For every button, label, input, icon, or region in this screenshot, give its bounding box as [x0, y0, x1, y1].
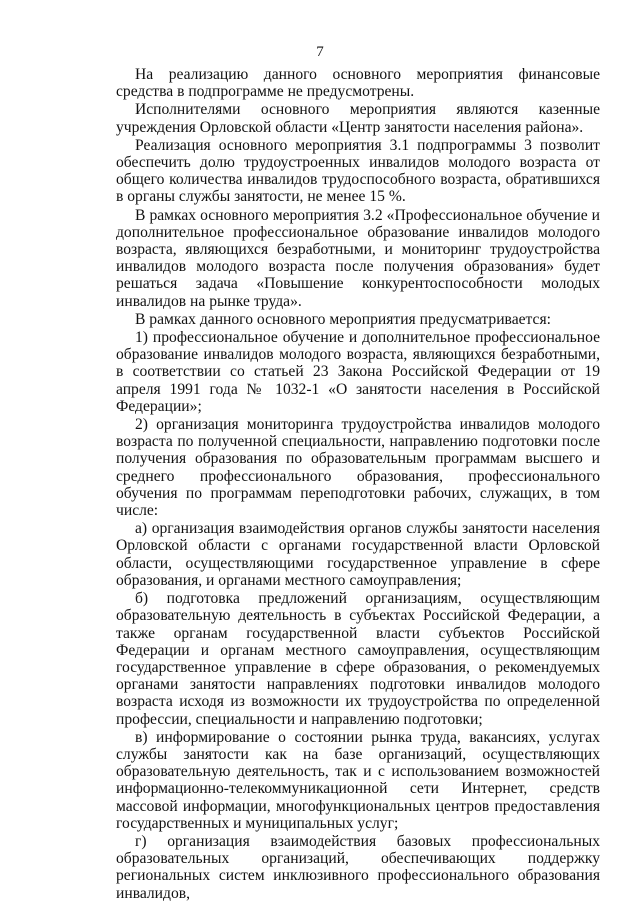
- list-item-v: в) информирование о состоянии рынка труда, вакансиях, услугах службы занятости как на базе организаций, осуществляющих образовательную деятельность, так и с использованием возможностей информационно-телекоммуникационной сети Интернет, средств массовой информации, многофункциональных центров предоставления государственных и муниципальных услуг;: [116, 728, 600, 832]
- paragraph-measure-3-1: Реализация основного мероприятия 3.1 подпрограммы 3 позволит обеспечить долю трудоустроенных инвалидов молодого возраста от общего количества инвалидов трудоспособного возраста, обратившихся в органы службы занятости, не менее 15 %.: [116, 136, 600, 206]
- paragraph-provisions-intro: В рамках данного основного мероприятия предусматривается:: [135, 310, 551, 328]
- list-item-b: б) подготовка предложений организациям, осуществляющим образовательную деятельность в субъектах Российской Федерации, а также органам государственной власти субъектов Российской Федерации и органам местного самоуправления, осуществляющим государственное управление в сфере образования, о рекомендуемых органами занятости направлениях подготовки инвалидов молодого возраста исходя из возможности их трудоустройства по определенной профессии, специальности и направлению подготовки;: [116, 590, 600, 728]
- list-item-a: а) организация взаимодействия органов службы занятости населения Орловской области с органами государственной власти Орловской области, осуществляющими государственное управление в сфере образования, и органами местного самоуправления;: [116, 520, 600, 589]
- paragraph-executors: Исполнителями основного мероприятия являются казенные учреждения Орловской области «Центр занятости населения района».: [116, 101, 600, 136]
- list-item-2: 2) организация мониторинга трудоустройства инвалидов молодого возраста по полученной специальности, направлению подготовки после получения образования по образовательным программам высшего и среднего профессионального образования, профессионального обучения по программам переподготовки рабочих, служащих, в том числе:: [116, 416, 600, 520]
- page-number: 7: [316, 44, 324, 60]
- list-item-1: 1) профессиональное обучение и дополнительное профессиональное образование инвалидов молодого возраста, являющихся безработными, в соответствии со статьей 23 Закона Российской Федерации от 19 апреля 1991 года № 1032-1 «О занятости населения в Российской Федерации»;: [116, 329, 600, 415]
- document-body: [116, 66, 600, 902]
- list-item-g: г) организация взаимодействия базовых профессиональных образовательных организаций, обеспечивающих поддержку региональных систем инклюзивного профессионального образования инвалидов,: [116, 832, 600, 902]
- paragraph-measure-3-2: В рамках основного мероприятия 3.2 «Профессиональное обучение и дополнительное профессиональное образование инвалидов молодого возраста, являющихся безработными, и мониторинг трудоустройства инвалидов молодого возраста после получения образования» будет решаться задача «Повышение конкурентоспособности молодых инвалидов на рынке труда».: [116, 206, 600, 310]
- paragraph-funding: На реализацию данного основного мероприятия финансовые средства в подпрограмме не предусмотрены.: [116, 66, 600, 101]
